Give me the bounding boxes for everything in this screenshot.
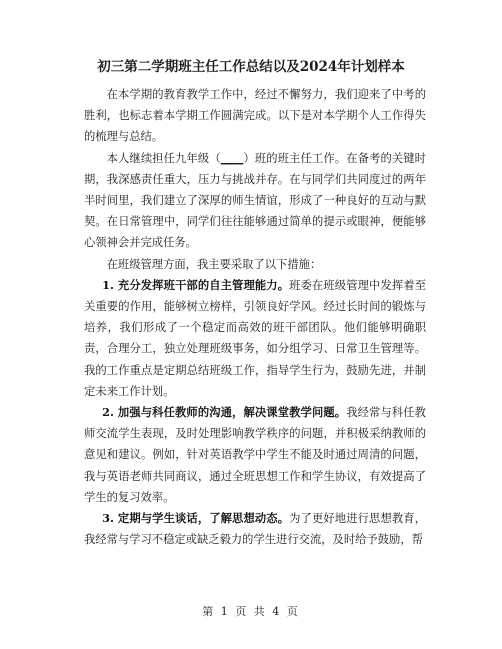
measure-item-2-heading: 2. 加强与科任教师的沟通，解决课堂教学问题。 <box>102 405 347 420</box>
document-body <box>84 84 426 550</box>
measure-item-3-heading: 3. 定期与学生谈话，了解思想动态。 <box>102 511 290 526</box>
paragraph-role <box>84 148 426 254</box>
class-number-blank: ____ <box>220 151 244 165</box>
measure-item-1-heading: 1. 充分发挥班干部的自主管理能力。 <box>102 277 290 292</box>
paragraph-role-start: 本人继续担任九年级（ <box>106 151 221 165</box>
measure-item-3-text: 为了更好地进行思想教育，我经常与学习不稳定或缺乏毅力的学生进行交流，及时给予鼓励，帮 <box>84 512 426 547</box>
measure-item-2 <box>84 402 426 508</box>
measure-item-1 <box>84 275 426 402</box>
paragraph-role-rest: ）班的班主任工作。在备考的关键时期，我深感责任重大，压力与挑战并存。在与同学们共同度过的两年半时间里，我们建立了深厚的师生情谊，形成了一种良好的互动与默契。在日常管理中，同学们往往能够通过简单的提示或眼神，便能够心领神会并完成任务。 <box>84 151 426 250</box>
page-number: 第 1 页 共 4 页 <box>202 605 300 618</box>
measure-item-2-text: 我经常与科任教师交流学生表现，及时处理影响教学秩序的问题，并积极采纳教师的意见和建议。例如，针对英语教学中学生不能及时通过周清的问题，我与英语老师共同商议，通过全班思想工作和学生协议，有效提高了学生的复习效率。 <box>84 406 426 504</box>
paragraph-intro: 在本学期的教育教学工作中，经过不懈努力，我们迎来了中考的胜利，也标志着本学期工作圆满完成。以下是对本学期个人工作得失的梳理与总结。 <box>84 88 426 144</box>
paragraph-measures-intro: 在班级管理方面，我主要采取了以下措施： <box>106 257 322 271</box>
measure-item-1-text: 班委在班级管理中发挥着至关重要的作用，能够树立榜样，引领良好学风。经过长时间的锻炼与培养，我们形成了一个稳定而高效的班干部团队。他们能够明确职责，合理分工，独立处理班级事务，如分组学习、日常卫生管理等。我的工作重点是定期总结班级工作，指导学生行为，鼓励先进，并制定未来工作计划。 <box>84 278 426 398</box>
document-title: 初三第二学期班主任工作总结以及2024年计划样本 <box>97 59 405 75</box>
measure-item-3 <box>84 508 426 550</box>
